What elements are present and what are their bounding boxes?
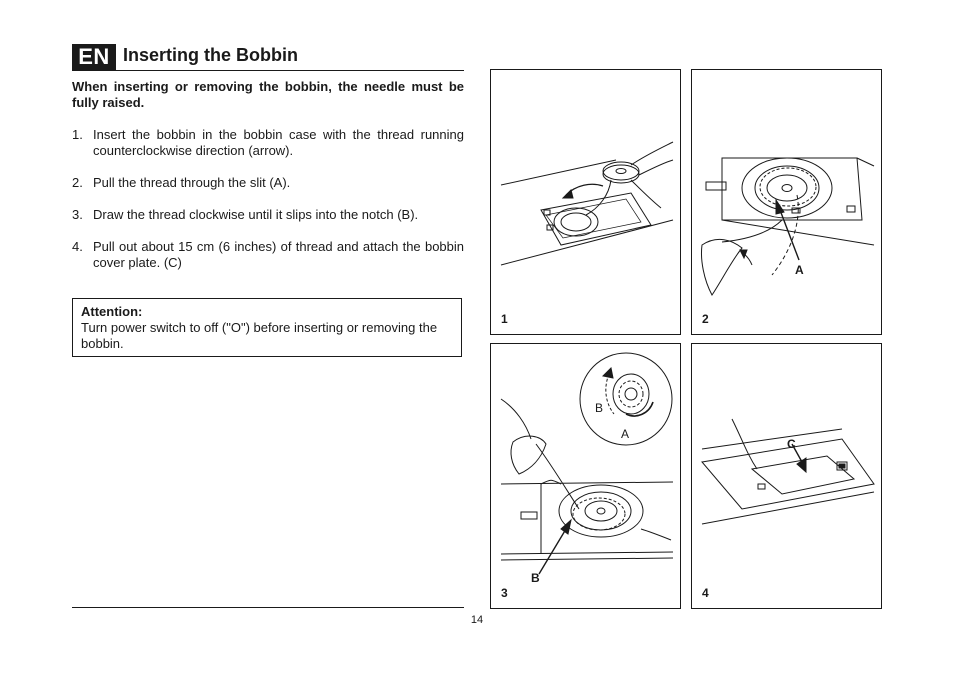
bobbin-insert-illustration [491, 70, 681, 335]
step-text: Pull out about 15 cm (6 inches) of thread and attach the bobbin cover plate. (C) [93, 239, 464, 270]
label-c: C [787, 437, 796, 451]
figure-number: 1 [501, 312, 508, 326]
step-number: 1. [72, 127, 83, 142]
attention-box [72, 298, 462, 357]
page-number: 14 [470, 614, 484, 626]
step-item [72, 207, 464, 223]
figure-number: 4 [702, 586, 709, 600]
step-item [72, 239, 464, 271]
header-divider [72, 70, 464, 71]
step-text: Draw the thread clockwise until it slips into the notch (B). [93, 207, 419, 222]
language-badge: EN [72, 44, 116, 70]
detail-label-a: A [621, 427, 630, 441]
figure-2 [691, 69, 882, 335]
figure-3 [490, 343, 681, 609]
cover-plate-illustration [692, 344, 882, 609]
detail-label-b: B [595, 401, 604, 415]
section-header [72, 44, 464, 70]
step-item [72, 175, 464, 191]
step-number: 4. [72, 239, 83, 254]
figure-1 [490, 69, 681, 335]
figure-number: 2 [702, 312, 709, 326]
instruction-steps [72, 127, 464, 287]
label-a: A [795, 263, 804, 277]
page-title: Inserting the Bobbin [123, 45, 298, 65]
step-text: Insert the bobbin in the bobbin case with the thread running counterclockwise direction (arrow). [93, 127, 464, 158]
figure-4 [691, 343, 882, 609]
footer-divider [72, 607, 464, 608]
step-number: 2. [72, 175, 83, 190]
attention-text: Turn power switch to off ("O") before inserting or removing the bobbin. [81, 320, 438, 351]
attention-title: Attention: [81, 304, 143, 319]
label-b: B [531, 571, 540, 585]
thread-slit-illustration [692, 70, 882, 335]
figure-number: 3 [501, 586, 508, 600]
needle-warning: When inserting or removing the bobbin, the needle must be fully raised. [72, 79, 464, 110]
step-item [72, 127, 464, 159]
step-number: 3. [72, 207, 83, 222]
step-text: Pull the thread through the slit (A). [93, 175, 291, 190]
notch-thread-illustration [491, 344, 681, 609]
